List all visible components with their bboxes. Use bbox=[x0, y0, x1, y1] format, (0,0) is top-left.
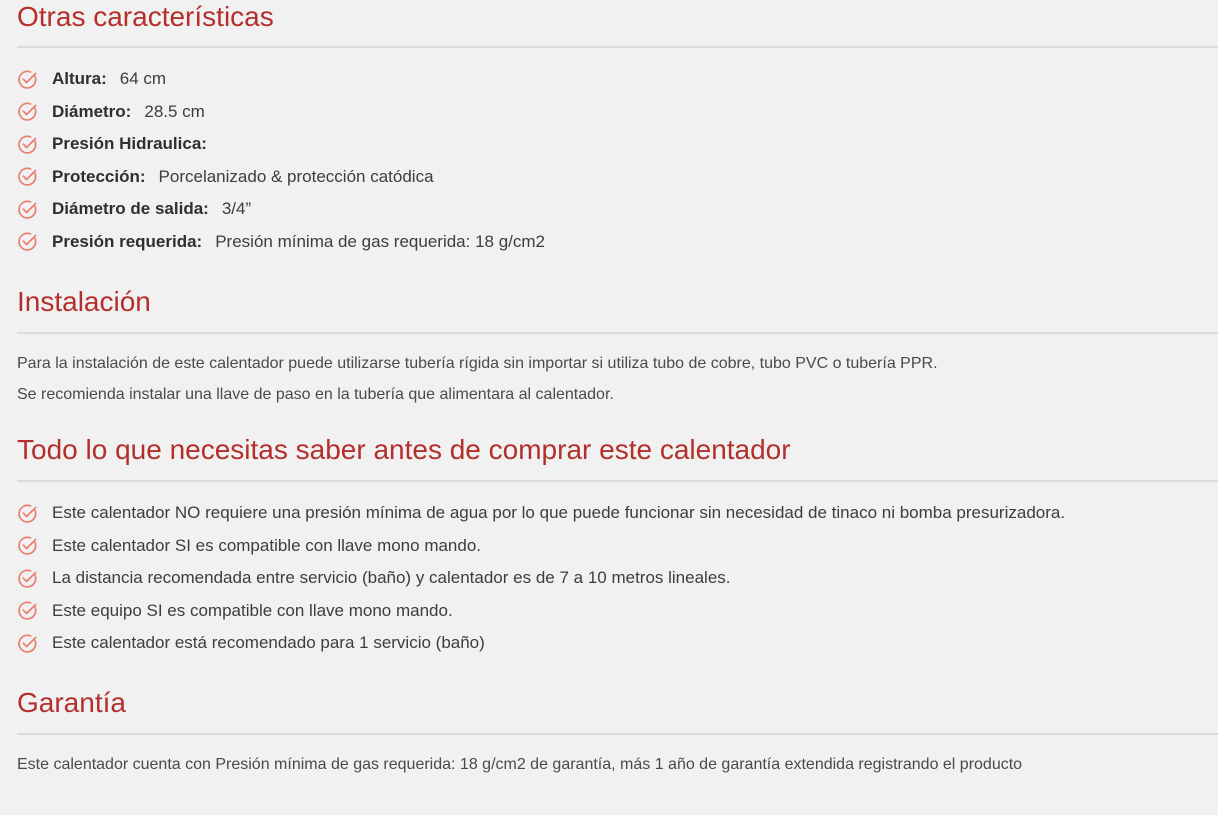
feature-label: Presión requerida: bbox=[52, 231, 203, 251]
feature-value: 3/4” bbox=[221, 199, 252, 219]
feature-value: 28.5 cm bbox=[144, 101, 205, 121]
info-item bbox=[17, 595, 1065, 628]
feature-label: Diámetro: bbox=[52, 101, 132, 121]
check-circle-icon bbox=[17, 166, 38, 187]
feature-item bbox=[17, 161, 545, 194]
feature-label: Presión Hidraulica: bbox=[52, 134, 207, 154]
check-circle-icon bbox=[17, 600, 38, 621]
info-text: Este calentador SI es compatible con llave mono mando. bbox=[52, 535, 482, 555]
info-text: Este equipo SI es compatible con llave mono mando. bbox=[52, 600, 453, 620]
check-circle-icon bbox=[17, 633, 38, 654]
features-divider bbox=[17, 46, 1218, 48]
info-item bbox=[17, 562, 1065, 595]
check-circle-icon bbox=[17, 134, 38, 155]
feature-item bbox=[17, 96, 545, 129]
feature-value: Porcelanizado & protección catódica bbox=[158, 166, 434, 186]
info-text: Este calentador NO requiere una presión mínima de agua por lo que puede funcionar sin necesidad de tinaco ni bomba presurizadora. bbox=[52, 503, 1066, 523]
info-item bbox=[17, 497, 1065, 530]
feature-item bbox=[17, 128, 545, 161]
before-buying-list bbox=[17, 497, 1065, 660]
feature-value: 64 cm bbox=[119, 69, 167, 89]
features-title: Otras características bbox=[17, 1, 274, 32]
info-text: Este calentador está recomendado para 1 servicio (baño) bbox=[52, 633, 485, 653]
check-circle-icon bbox=[17, 199, 38, 220]
check-circle-icon bbox=[17, 231, 38, 252]
before-buying-title: Todo lo que necesitas saber antes de comprar este calentador bbox=[17, 434, 791, 465]
installation-title: Instalación bbox=[17, 286, 151, 317]
warranty-title: Garantía bbox=[17, 687, 126, 718]
feature-item bbox=[17, 63, 545, 96]
info-text: La distancia recomendada entre servicio (baño) y calentador es de 7 a 10 metros lineales. bbox=[52, 568, 731, 588]
feature-label: Protección: bbox=[52, 166, 146, 186]
warranty-divider bbox=[17, 733, 1218, 735]
installation-paragraph: Para la instalación de este calentador puede utilizarse tubería rígida sin importar si utiliza tubo de cobre, tubo PVC o tubería PPR. bbox=[17, 355, 938, 372]
check-circle-icon bbox=[17, 568, 38, 589]
info-item bbox=[17, 530, 1065, 563]
check-circle-icon bbox=[17, 101, 38, 122]
installation-divider bbox=[17, 332, 1218, 334]
features-list bbox=[17, 63, 545, 258]
check-circle-icon bbox=[17, 69, 38, 90]
check-circle-icon bbox=[17, 503, 38, 524]
warranty-text: Este calentador cuenta con Presión mínima de gas requerida: 18 g/cm2 de garantía, más 1 año de garantía extendida registrando el producto bbox=[17, 756, 1023, 773]
feature-label: Altura: bbox=[52, 69, 107, 89]
info-item bbox=[17, 627, 1065, 660]
check-circle-icon bbox=[17, 535, 38, 556]
before-buying-divider bbox=[17, 480, 1218, 482]
feature-value: Presión mínima de gas requerida: 18 g/cm2 bbox=[215, 231, 546, 251]
installation-paragraph: Se recomienda instalar una llave de paso en la tubería que alimentara al calentador. bbox=[17, 386, 614, 403]
feature-item bbox=[17, 193, 545, 226]
feature-label: Diámetro de salida: bbox=[52, 199, 209, 219]
feature-item bbox=[17, 226, 545, 259]
